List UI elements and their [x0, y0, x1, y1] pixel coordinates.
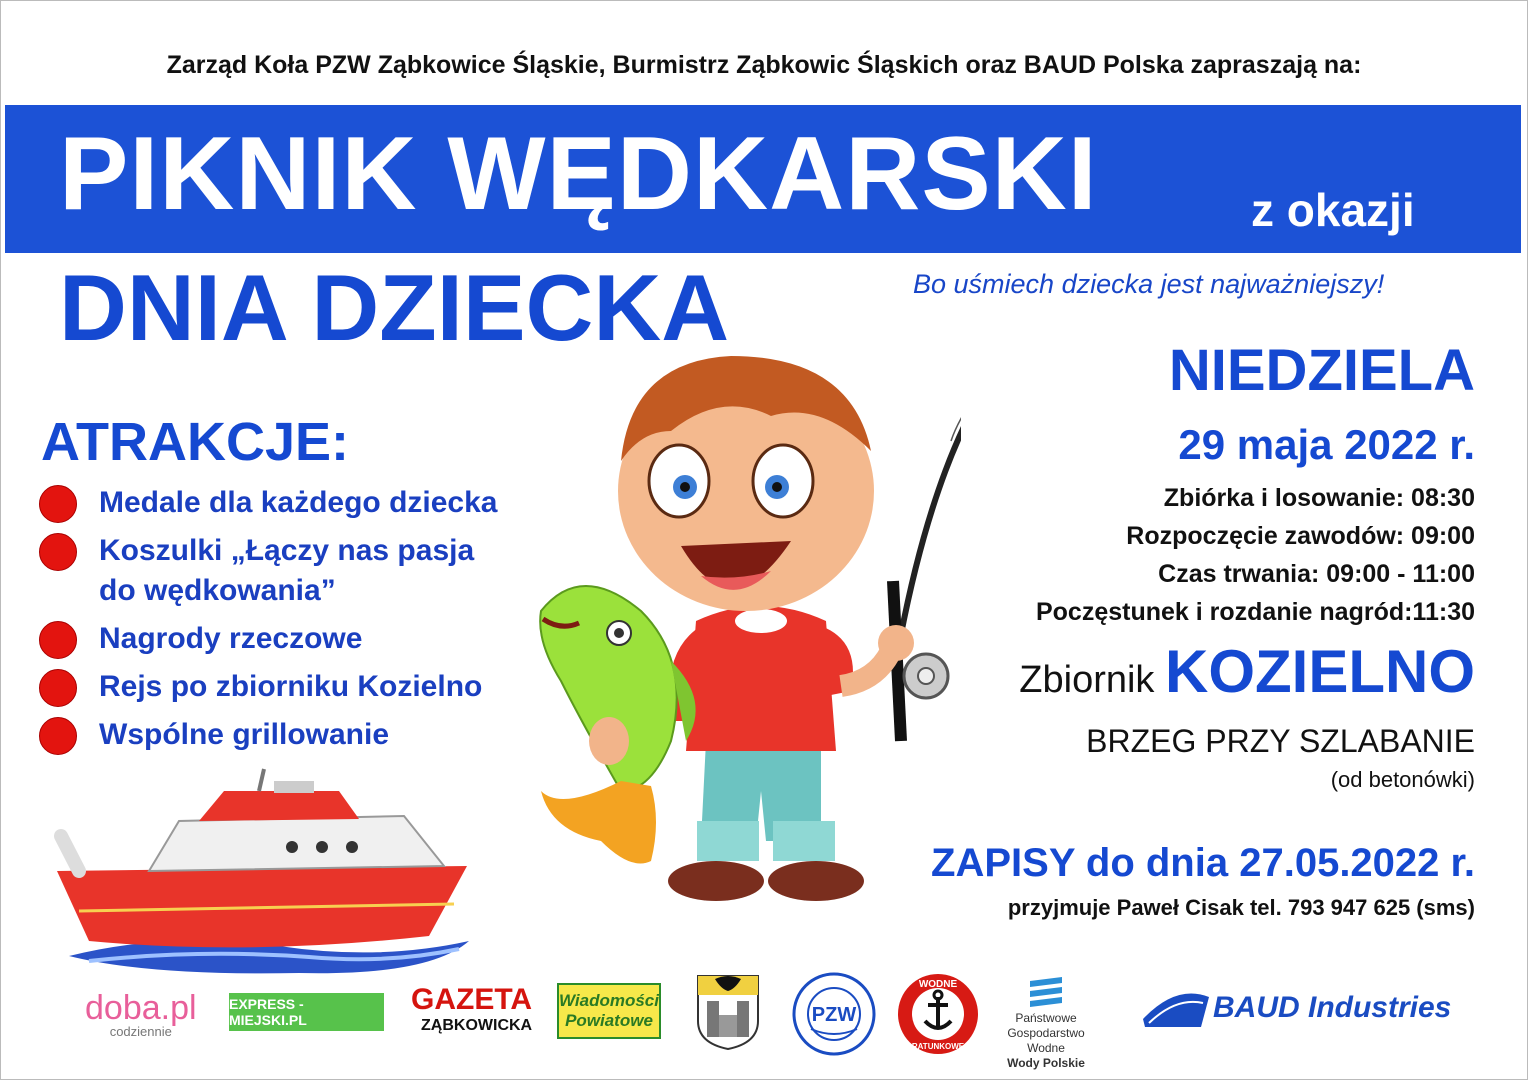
attractions-heading: ATRAKCJE:: [41, 412, 349, 472]
gazeta-zabkowicka-logo: [411, 983, 533, 1039]
coat-of-arms-icon: [693, 971, 763, 1051]
express-miejski-logo: EXPRESS - MIEJSKI.PL: [229, 993, 384, 1031]
wody-polskie-text: Państwowe Gospodarstwo Wodne: [1007, 1011, 1085, 1055]
schedule-line: Zbiórka i losowanie: 08:30: [1163, 484, 1475, 512]
doba-logo: [85, 989, 197, 1039]
attraction-text: Nagrody rzeczowe: [99, 622, 363, 655]
red-bullet-icon: [39, 533, 77, 571]
list-item: [39, 667, 559, 707]
wiadomosci-powiatowe-logo: Wiadomości Powiatowe: [557, 983, 661, 1039]
list-item: [39, 619, 559, 659]
title-suffix: z okazji: [1251, 184, 1415, 236]
event-subtitle: DNIA DZIECKA: [59, 255, 730, 360]
schedule-line: Poczęstunek i rozdanie nagród:11:30: [1035, 598, 1475, 626]
venue-shore: BRZEG PRZY SZLABANIE: [1086, 723, 1475, 759]
wopr-bottom-text: RATUNKOWE: [911, 1042, 965, 1051]
pzw-emblem-icon: [791, 971, 877, 1057]
baud-logo-text: BAUD Industries: [1213, 991, 1452, 1024]
venue-prefix: Zbiornik: [1019, 659, 1155, 701]
attractions-list: [39, 483, 559, 763]
event-date: 29 maja 2022 r.: [1178, 421, 1475, 468]
attraction-text: Rejs po zbiorniku Kozielno: [99, 670, 483, 703]
slogan: Bo uśmiech dziecka jest najważniejszy!: [913, 269, 1385, 299]
list-item: [39, 483, 559, 523]
gazeta-logo-sub: ZĄBKOWICKA: [421, 1017, 533, 1034]
doba-logo-sub: codziennie: [109, 1024, 172, 1039]
registration-contact: przyjmuje Paweł Cisak tel. 793 947 625 (sms): [1007, 895, 1475, 920]
attraction-text: Medale dla każdego dziecka: [99, 486, 498, 519]
boy-fishing-illustration: [521, 321, 961, 911]
attraction-text: Koszulki „Łączy nas pasja do wędkowania”: [99, 534, 475, 607]
venue-name: KOZIELNO: [1165, 638, 1475, 705]
event-day: NIEDZIELA: [1168, 338, 1475, 403]
schedule-line: Czas trwania: 09:00 - 11:00: [1158, 560, 1475, 588]
schedule: [1036, 479, 1475, 631]
event-title: PIKNIK WĘDKARSKI: [59, 116, 1098, 232]
wody-polskie-bold: Wody Polskie: [1007, 1056, 1085, 1070]
gazeta-logo-text: GAZETA: [411, 983, 533, 1016]
red-bullet-icon: [39, 621, 77, 659]
boat-illustration: [49, 761, 479, 981]
wody-polskie-logo: [991, 973, 1101, 1071]
list-item: [39, 715, 559, 755]
wody-polskie-icon: [1026, 973, 1066, 1007]
venue: [1019, 637, 1475, 706]
fishing-rod-icon: [896, 341, 961, 661]
venue-note: (od betonówki): [1330, 767, 1475, 792]
registration-deadline: ZAPISY do dnia 27.05.2022 r.: [931, 841, 1475, 885]
list-item: [39, 531, 559, 611]
svg-text:PZW: PZW: [811, 1004, 857, 1026]
red-bullet-icon: [39, 669, 77, 707]
wopr-emblem-icon: [895, 971, 981, 1057]
organizers-line: Zarząd Koła PZW Ząbkowice Śląskie, Burmistrz Ząbkowic Śląskich oraz BAUD Polska zapraszają na:: [166, 51, 1362, 79]
sponsor-logos: [1, 971, 1527, 1071]
red-bullet-icon: [39, 717, 77, 755]
doba-logo-text: doba.pl: [85, 989, 197, 1027]
schedule-line: Rozpoczęcie zawodów: 09:00: [1126, 522, 1475, 550]
baud-industries-logo: [1141, 989, 1461, 1031]
wopr-top-text: WODNE: [918, 979, 958, 990]
attraction-text: Wspólne grillowanie: [99, 718, 390, 751]
baud-globe-icon: [1141, 989, 1211, 1029]
red-bullet-icon: [39, 485, 77, 523]
